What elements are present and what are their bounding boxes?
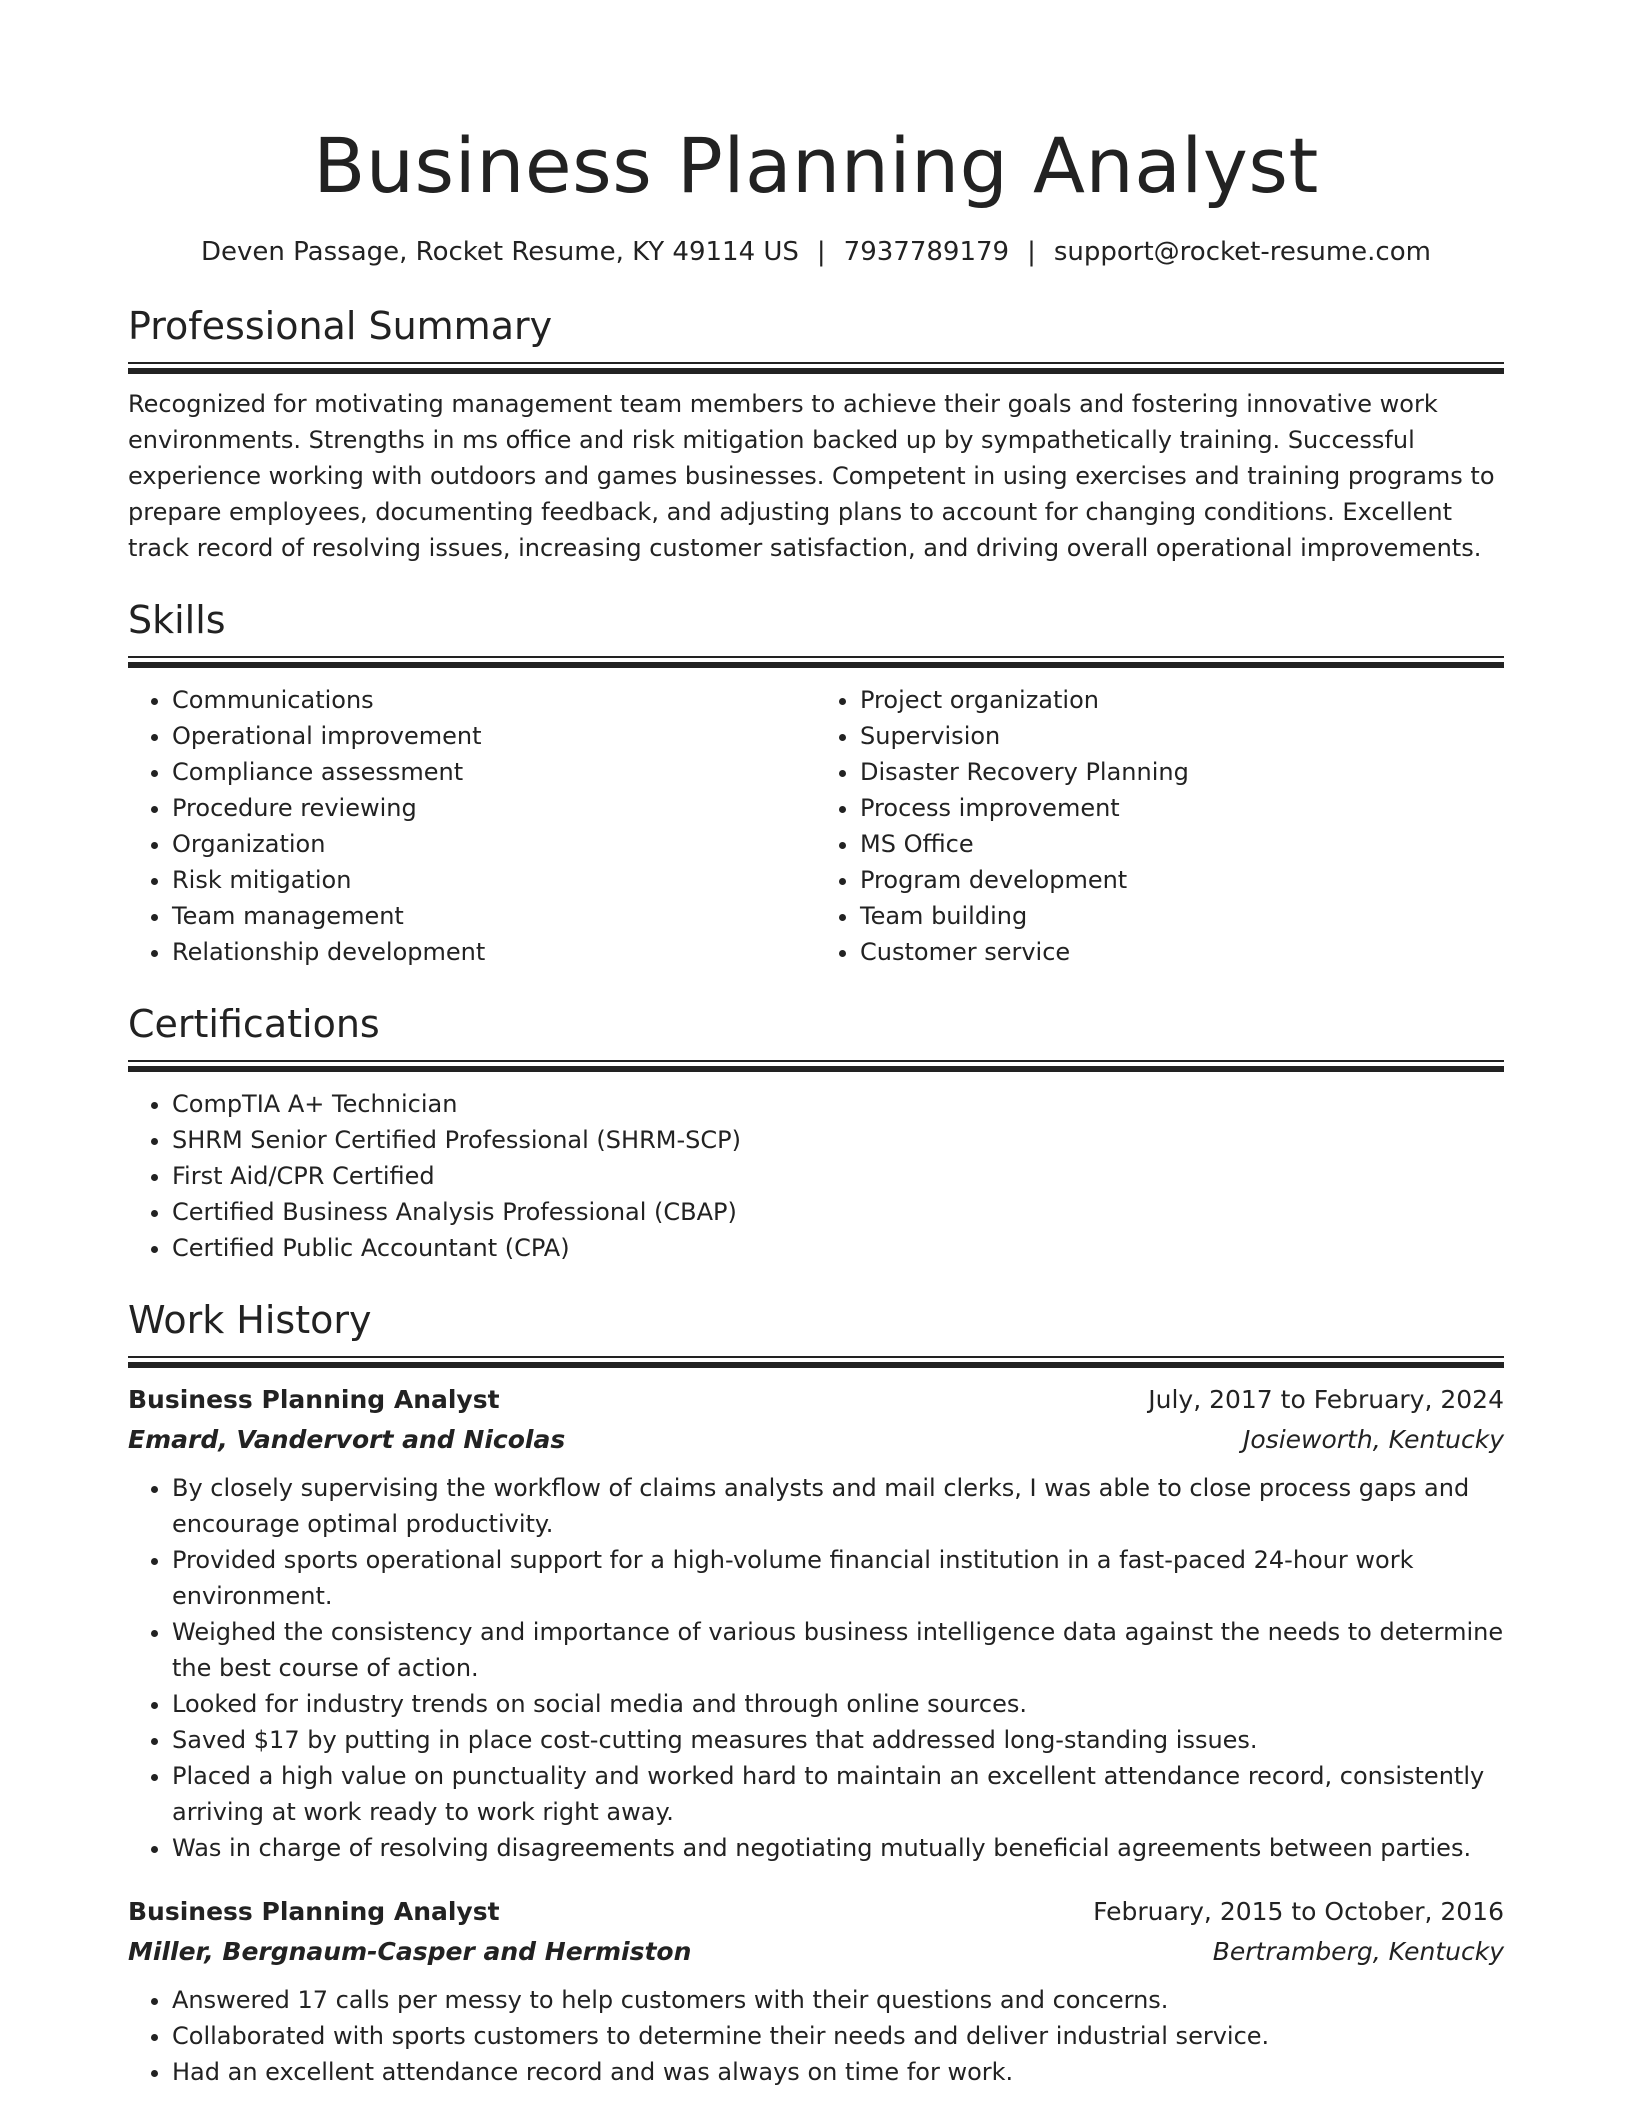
skill-item: • Disaster Recovery Planning [860, 754, 1504, 790]
certification-item: • Certified Public Accountant (CPA) [172, 1230, 1504, 1266]
certification-item: • Certified Business Analysis Professional (CBAP) [172, 1194, 1504, 1230]
resume-title: Business Planning Analyst [313, 121, 1319, 210]
job-entry [128, 1892, 1504, 2090]
job-bullet: • Provided sports operational support for a high-volume financial institution in a fast-paced 24-hour work environment. [172, 1542, 1504, 1614]
skill-item: • Supervision [860, 718, 1504, 754]
section-divider [128, 1356, 1504, 1368]
job-company: Emard, Vandervort and Nicolas [128, 1425, 566, 1454]
certifications-list [128, 1086, 1504, 1266]
skills-list-right [816, 682, 1504, 970]
skill-item: • Organization [172, 826, 816, 862]
job-bullet: • By closely supervising the workflow of claims analysts and mail clerks, I was able to close process gaps and encourage optimal productivity. [172, 1470, 1504, 1542]
skill-item: • Project organization [860, 682, 1504, 718]
job-bullet: • Weighed the consistency and importance of various business intelligence data against the needs to determine the best course of action. [172, 1614, 1504, 1686]
section-heading: Skills [128, 598, 226, 642]
skills-grid [128, 668, 1504, 970]
job-bullet: • Collaborated with sports customers to determine their needs and deliver industrial service. [172, 2018, 1504, 2054]
summary-text: Recognized for motivating management team members to achieve their goals and fostering innovative work environments. Strengths in ms office and risk mitigation backed up by sympathetically training. Successful experience working with outdoors and games businesses. Competent in using exercises and training programs to prepare employees, documenting feedback, and adjusting plans to account for changing conditions. Excellent track record of resolving issues, increasing customer satisfaction, and driving overall operational improvements. [128, 390, 1495, 562]
contact-phone: 7937789179 [843, 237, 1010, 267]
contact-separator: | [1027, 237, 1036, 267]
job-title: Business Planning Analyst [128, 1385, 500, 1414]
contact-email[interactable]: support@rocket-resume.com [1053, 237, 1431, 267]
job-bullet: • Answered 17 calls per messy to help customers with their questions and concerns. [172, 1982, 1504, 2018]
job-title: Business Planning Analyst [128, 1897, 500, 1926]
contact-line [128, 234, 1504, 270]
skill-item: • Procedure reviewing [172, 790, 816, 826]
summary-section [128, 300, 1504, 566]
skill-item: • Relationship development [172, 934, 816, 970]
skill-item: • Program development [860, 862, 1504, 898]
work-history-section [128, 1294, 1504, 2090]
skill-item: • Team management [172, 898, 816, 934]
certifications-section [128, 998, 1504, 1266]
skill-item: • Team building [860, 898, 1504, 934]
skill-item: • Risk mitigation [172, 862, 816, 898]
job-company-row [128, 1932, 1504, 1972]
skill-item: • Communications [172, 682, 816, 718]
section-divider [128, 362, 1504, 374]
job-bullet: • Saved $17 by putting in place cost-cutting measures that addressed long-standing issues. [172, 1722, 1504, 1758]
certification-item: • SHRM Senior Certified Professional (SHRM-SCP) [172, 1122, 1504, 1158]
skill-item: • Operational improvement [172, 718, 816, 754]
job-company-row [128, 1420, 1504, 1460]
contact-address: Deven Passage, Rocket Resume, KY 49114 US [201, 237, 799, 267]
section-divider [128, 656, 1504, 668]
job-dates: February, 2015 to October, 2016 [1093, 1897, 1504, 1926]
job-company: Miller, Bergnaum-Casper and Hermiston [128, 1937, 692, 1966]
section-heading: Professional Summary [128, 304, 553, 348]
skill-item: • Process improvement [860, 790, 1504, 826]
job-bullets [128, 1470, 1504, 1866]
job-bullet: • Had an excellent attendance record and was always on time for work. [172, 2054, 1504, 2090]
job-dates: July, 2017 to February, 2024 [1148, 1385, 1504, 1414]
section-divider [128, 1060, 1504, 1072]
skill-item: • Customer service [860, 934, 1504, 970]
section-heading: Certifications [128, 1002, 380, 1046]
job-entry [128, 1380, 1504, 1866]
skills-list-left [128, 682, 816, 970]
job-location: Josieworth, Kentucky [1243, 1425, 1504, 1454]
skill-item: • Compliance assessment [172, 754, 816, 790]
job-bullet: • Looked for industry trends on social media and through online sources. [172, 1686, 1504, 1722]
job-header-row [128, 1380, 1504, 1420]
certification-item: • First Aid/CPR Certified [172, 1158, 1504, 1194]
section-heading: Work History [128, 1298, 372, 1342]
job-bullets [128, 1982, 1504, 2090]
job-location: Bertramberg, Kentucky [1212, 1937, 1504, 1966]
job-bullet: • Placed a high value on punctuality and worked hard to maintain an excellent attendance record, consistently arriving at work ready to work right away. [172, 1758, 1504, 1830]
skill-item: • MS Office [860, 826, 1504, 862]
contact-separator: | [816, 237, 826, 267]
job-bullet: • Was in charge of resolving disagreements and negotiating mutually beneficial agreements between parties. [172, 1830, 1504, 1866]
skills-section [128, 594, 1504, 970]
job-header-row [128, 1892, 1504, 1932]
certification-item: • CompTIA A+ Technician [172, 1086, 1504, 1122]
